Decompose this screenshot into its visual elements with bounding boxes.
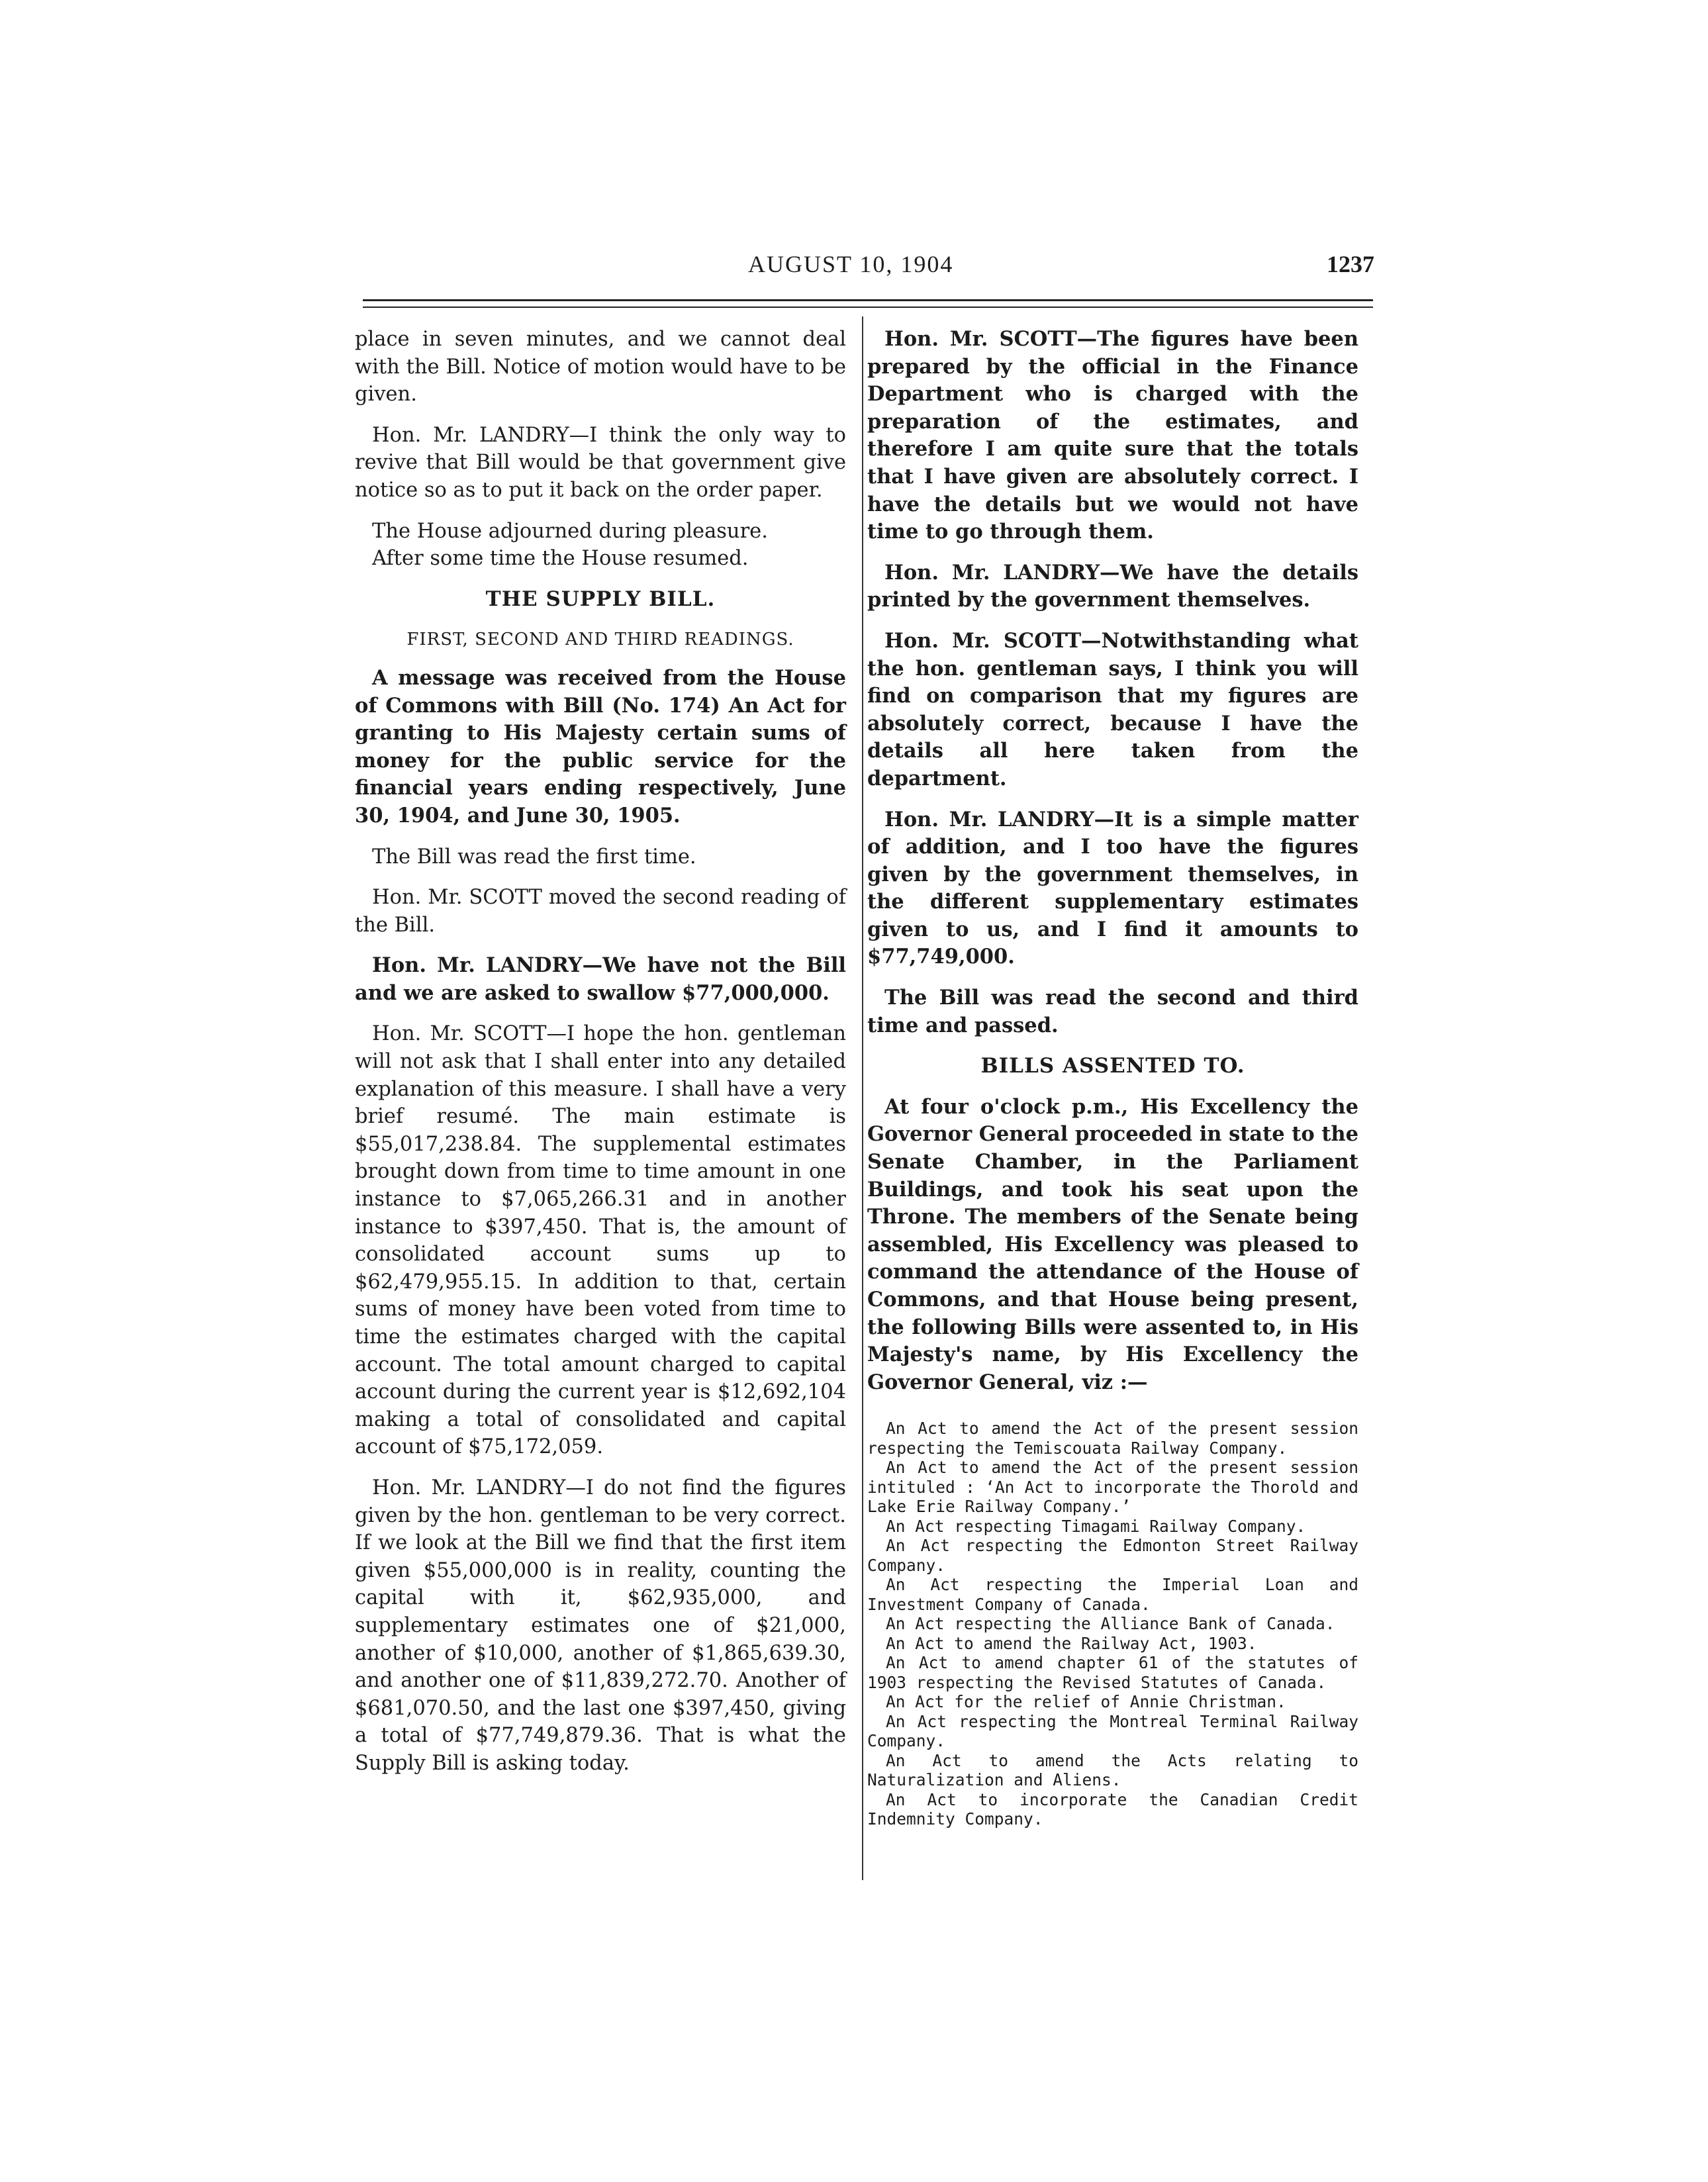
act-item: An Act to amend the Act of the present session respecting the Temiscouata Railway Company.	[867, 1419, 1358, 1458]
header-rule	[363, 299, 1373, 301]
header-rule-double	[363, 307, 1373, 308]
paragraph: place in seven minutes, and we cannot deal with the Bill. Notice of motion would have to be given.	[355, 328, 846, 406]
section-heading: BILLS ASSENTED TO.	[980, 1054, 1245, 1078]
paragraph: At four o'clock p.m., His Excellency the Governor General proceeded in state to the Senate Chamber, in the Parliament Buildings, and took his seat upon the Throne. The members of the Senate being assembled, His Excellency was pleased to command the attendance of the House of Commons, and that House being present, the following Bills were assented to, in His Majesty's name, by His Excellency the Governor General, viz :—	[867, 1094, 1358, 1394]
act-item: An Act respecting the Montreal Terminal Railway Company.	[867, 1711, 1358, 1751]
paragraph: Hon. Mr. SCOTT—I hope the hon. gentleman will not ask that I shall enter into any detailed explanation of this measure. I shall have a very brief resumé. The main estimate is $55,017,238.84. The supplemental estimates brought down from time to time amount in one instance to $7,065,266.31 and in another instance to $397,450. That is, the amount of consolidated account sums up to $62,479,955.15. In addition to that, certain sums of money have been voted from time to time the estimates charged with the capital account. The total amount charged to capital account during the current year is $12,692,104 making a total of consolidated and capital account of $75,172,059.	[355, 1022, 846, 1459]
paragraph: Hon. Mr. LANDRY—I think the only way to revive that Bill would be that government give notice so as to put it back on the order paper.	[355, 423, 846, 502]
section-subheading: FIRST, SECOND AND THIRD READINGS.	[406, 630, 794, 650]
act-item: An Act for the relief of Annie Christman.	[886, 1692, 1286, 1712]
paragraph: Hon. Mr. SCOTT—The figures have been prepared by the official in the Finance Department who is charged with the preparation of the estimates, and therefore I am quite sure that the totals that I have given are absolutely correct. I have the details but we would not have time to go through them.	[867, 327, 1358, 544]
act-item: An Act respecting the Imperial Loan and Investment Company of Canada.	[867, 1575, 1358, 1614]
paragraph: Hon. Mr. LANDRY—I do not find the figures given by the hon. gentleman to be very correct. If we look at the Bill we find that the first item given $55,000,000 is in reality, counting the capital with it, $62,935,000, and supplementary estimates one of $21,000, another of $10,000, another of $1,865,639.30, and another one of $11,839,272.70. Another of $681,070.50, and the last one $397,450, giving a total of $77,749,879.36. That is what the Supply Bill is asking today.	[355, 1476, 846, 1775]
right-column	[867, 326, 1358, 1829]
page-number: 1237	[1327, 251, 1374, 277]
paragraph: The Bill was read the first time.	[372, 845, 696, 869]
act-item: An Act to amend chapter 61 of the statutes of 1903 respecting the Revised Statutes of Canada.	[867, 1653, 1358, 1692]
act-item: An Act respecting the Edmonton Street Railway Company.	[867, 1536, 1358, 1575]
act-item: An Act respecting the Alliance Bank of Canada.	[886, 1614, 1335, 1634]
column-divider	[862, 316, 863, 1880]
paragraph: The Bill was read the second and third time and passed.	[867, 986, 1358, 1037]
page-date: AUGUST 10, 1904	[748, 251, 954, 277]
paragraph: After some time the House resumed.	[372, 547, 749, 571]
paragraph: Hon. Mr. LANDRY—It is a simple matter of addition, and I too have the figures given by the government themselves, in the different supplementary estimates given to us, and I find it amounts to $77,749,000.	[867, 807, 1358, 969]
paragraph: Hon. Mr. LANDRY—We have the details printed by the government themselves.	[867, 560, 1358, 612]
paragraph: Hon. Mr. SCOTT—Notwithstanding what the hon. gentleman says, I think you will find on comparison that my figures are absolutely correct, because I have the details all here taken from the department.	[867, 628, 1358, 790]
act-item: An Act respecting Timagami Railway Company.	[886, 1516, 1306, 1536]
page-header	[357, 250, 1377, 290]
paragraph: A message was received from the House of Commons with Bill (No. 174) An Act for granting to His Majesty certain sums of money for the public service for the financial years ending respectively, June 30, 1904, and June 30, 1905.	[355, 665, 846, 828]
paragraph: Hon. Mr. SCOTT moved the second reading of the Bill.	[355, 886, 846, 937]
paragraph: The House adjourned during pleasure.	[372, 519, 768, 543]
act-item: An Act to incorporate the Canadian Credit Indemnity Company.	[867, 1789, 1358, 1829]
section-heading: THE SUPPLY BILL.	[485, 587, 716, 611]
act-item: An Act to amend the Acts relating to Naturalization and Aliens.	[867, 1750, 1358, 1790]
act-item: An Act to amend the Act of the present session intituled : ‘An Act to incorporate the Thorold and Lake Erie Railway Company.’	[867, 1458, 1358, 1517]
act-item: An Act to amend the Railway Act, 1903.	[886, 1633, 1257, 1653]
left-column	[355, 326, 846, 1791]
paragraph: Hon. Mr. LANDRY—We have not the Bill and we are asked to swallow $77,000,000.	[355, 953, 846, 1005]
acts-list	[867, 1419, 1358, 1829]
